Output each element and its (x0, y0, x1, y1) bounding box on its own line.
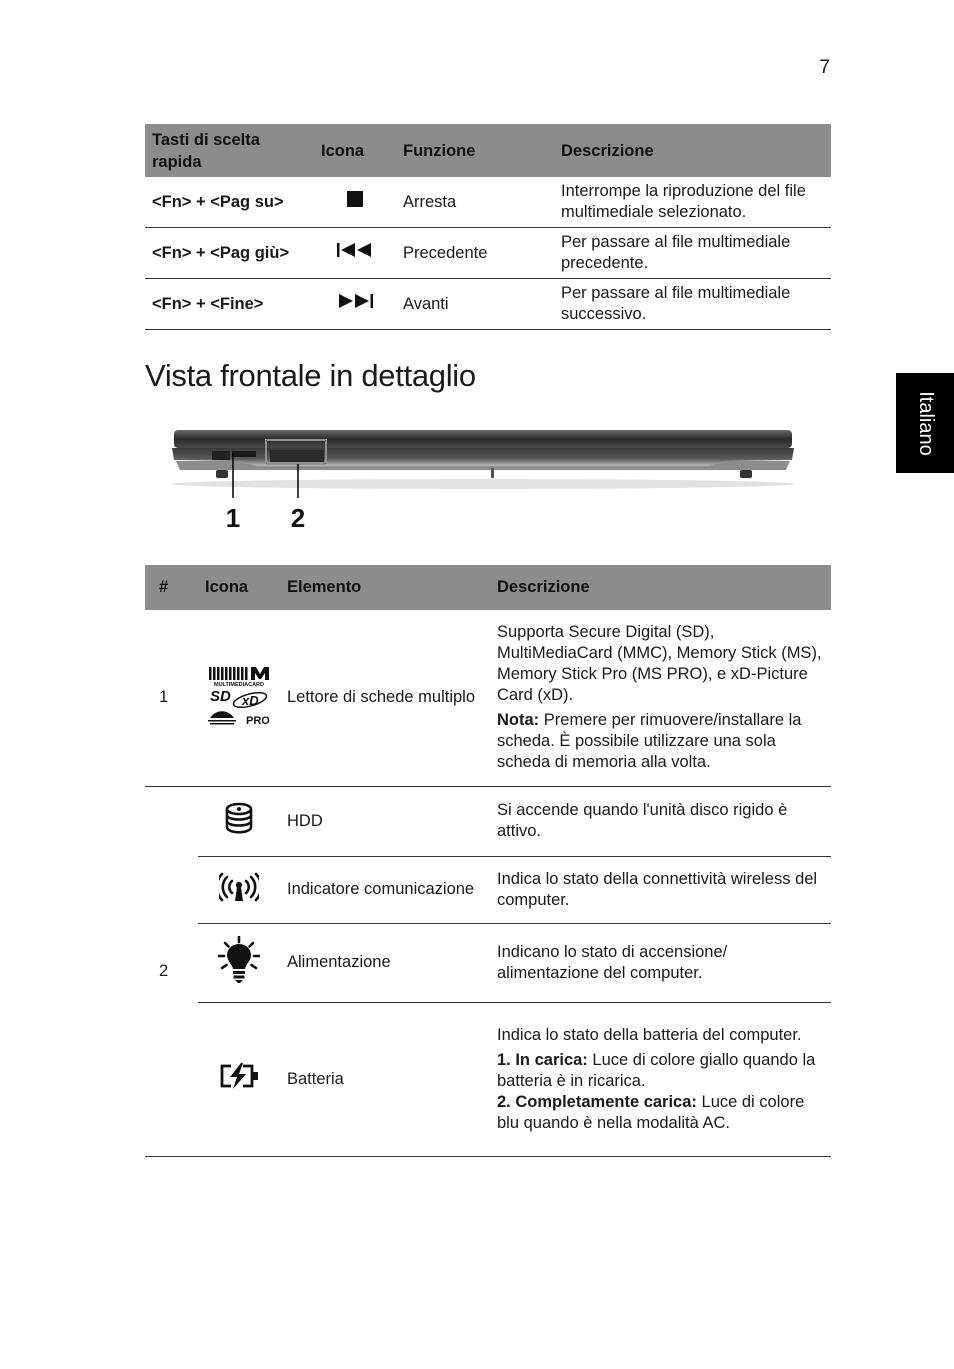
table-row (145, 786, 831, 856)
description-cell: Si accende quando l'unità disco rigido è attivo. (497, 801, 788, 840)
header-hotkey: Tasti di scelta rapida (145, 124, 314, 177)
row-number: 1 (145, 610, 198, 786)
sd-logo-text: SD (210, 687, 231, 705)
header-function: Funzione (396, 124, 554, 177)
hotkeys-table (145, 124, 831, 330)
table-row (145, 610, 831, 786)
language-tab-label: Italiano (914, 390, 937, 456)
header-element: Elemento (280, 565, 490, 610)
element-cell: Indicatore comunicazione (280, 856, 490, 923)
note-text: Premere per rimuovere/installare la scheda. È possibile utilizzare una sola scheda di memoria alla volta. (497, 711, 802, 772)
laptop-front-illustration (168, 424, 798, 534)
description-cell: Per passare al file multimediale precedente. (554, 228, 831, 279)
header-icon: Icona (198, 565, 280, 610)
description-text: Indica lo stato della batteria del computer. (497, 1025, 802, 1044)
hotkey-cell: <Fn> + <Pag giù> (145, 228, 314, 279)
stop-icon (345, 189, 365, 209)
table-row (145, 177, 831, 228)
mmc-logo-text: MULTIMEDIACARD (213, 681, 265, 688)
note-label: Nota: (497, 711, 540, 730)
card-reader-icon (206, 663, 272, 727)
description-cell (490, 1002, 831, 1156)
hotkey-cell: <Fn> + <Pag su> (145, 177, 314, 228)
row-number: 2 (145, 786, 198, 1156)
power-icon (218, 936, 260, 984)
header-description: Descrizione (490, 565, 831, 610)
charging-text: Luce di colore giallo quando la batteria è in ricarica. (497, 1050, 816, 1090)
element-cell: Batteria (280, 1002, 490, 1156)
element-cell: Alimentazione (280, 923, 490, 1002)
header-number: # (145, 565, 198, 610)
function-cell: Precedente (396, 228, 554, 279)
header-icon: Icona (314, 124, 396, 177)
front-view-table (145, 565, 831, 1157)
description-cell (490, 610, 831, 786)
function-cell: Arresta (396, 177, 554, 228)
charging-label: 1. In carica: (497, 1050, 588, 1069)
table-row (145, 279, 831, 330)
function-cell: Avanti (396, 279, 554, 330)
wireless-icon (219, 871, 259, 903)
description-cell: Indica lo stato della connettività wireless del computer. (490, 856, 831, 923)
hdd-icon (223, 801, 255, 835)
table-row (145, 1002, 831, 1156)
table-header-row (145, 565, 831, 610)
xd-logo-text: xD (242, 692, 259, 708)
hotkey-cell: <Fn> + <Fine> (145, 279, 314, 330)
previous-track-icon (336, 241, 374, 259)
table-header-row (145, 124, 831, 177)
table-row (145, 923, 831, 1002)
battery-icon (219, 1063, 259, 1089)
callout-2: 2 (290, 503, 306, 533)
description-cell: Interrompe la riproduzione del file multimediale selezionato. (554, 177, 831, 228)
element-cell: Lettore di schede multiplo (280, 610, 490, 786)
fully-charged-text: Luce di colore blu quando è nella modalità AC. (497, 1092, 805, 1132)
section-title: Vista frontale in dettaglio (145, 358, 476, 393)
page-number: 7 (819, 57, 830, 78)
callout-1: 1 (225, 503, 241, 533)
element-cell: HDD (287, 811, 323, 830)
description-cell: Per passare al file multimediale successivo. (554, 279, 831, 330)
fully-charged-label: 2. Completamente carica: (497, 1092, 697, 1111)
header-description: Descrizione (554, 124, 831, 177)
language-tab (896, 373, 954, 473)
description-text: Supporta Secure Digital (SD), MultiMediaCard (MMC), Memory Stick (MS), Memory Stick Pro (MS PRO), e xD-Picture Card (xD). (497, 623, 822, 705)
table-row (145, 228, 831, 279)
pro-logo-text: PRO (246, 714, 270, 727)
table-row (145, 856, 831, 923)
next-track-icon (336, 292, 374, 310)
description-cell: Indicano lo stato di accensione/ alimentazione del computer. (490, 923, 831, 1002)
